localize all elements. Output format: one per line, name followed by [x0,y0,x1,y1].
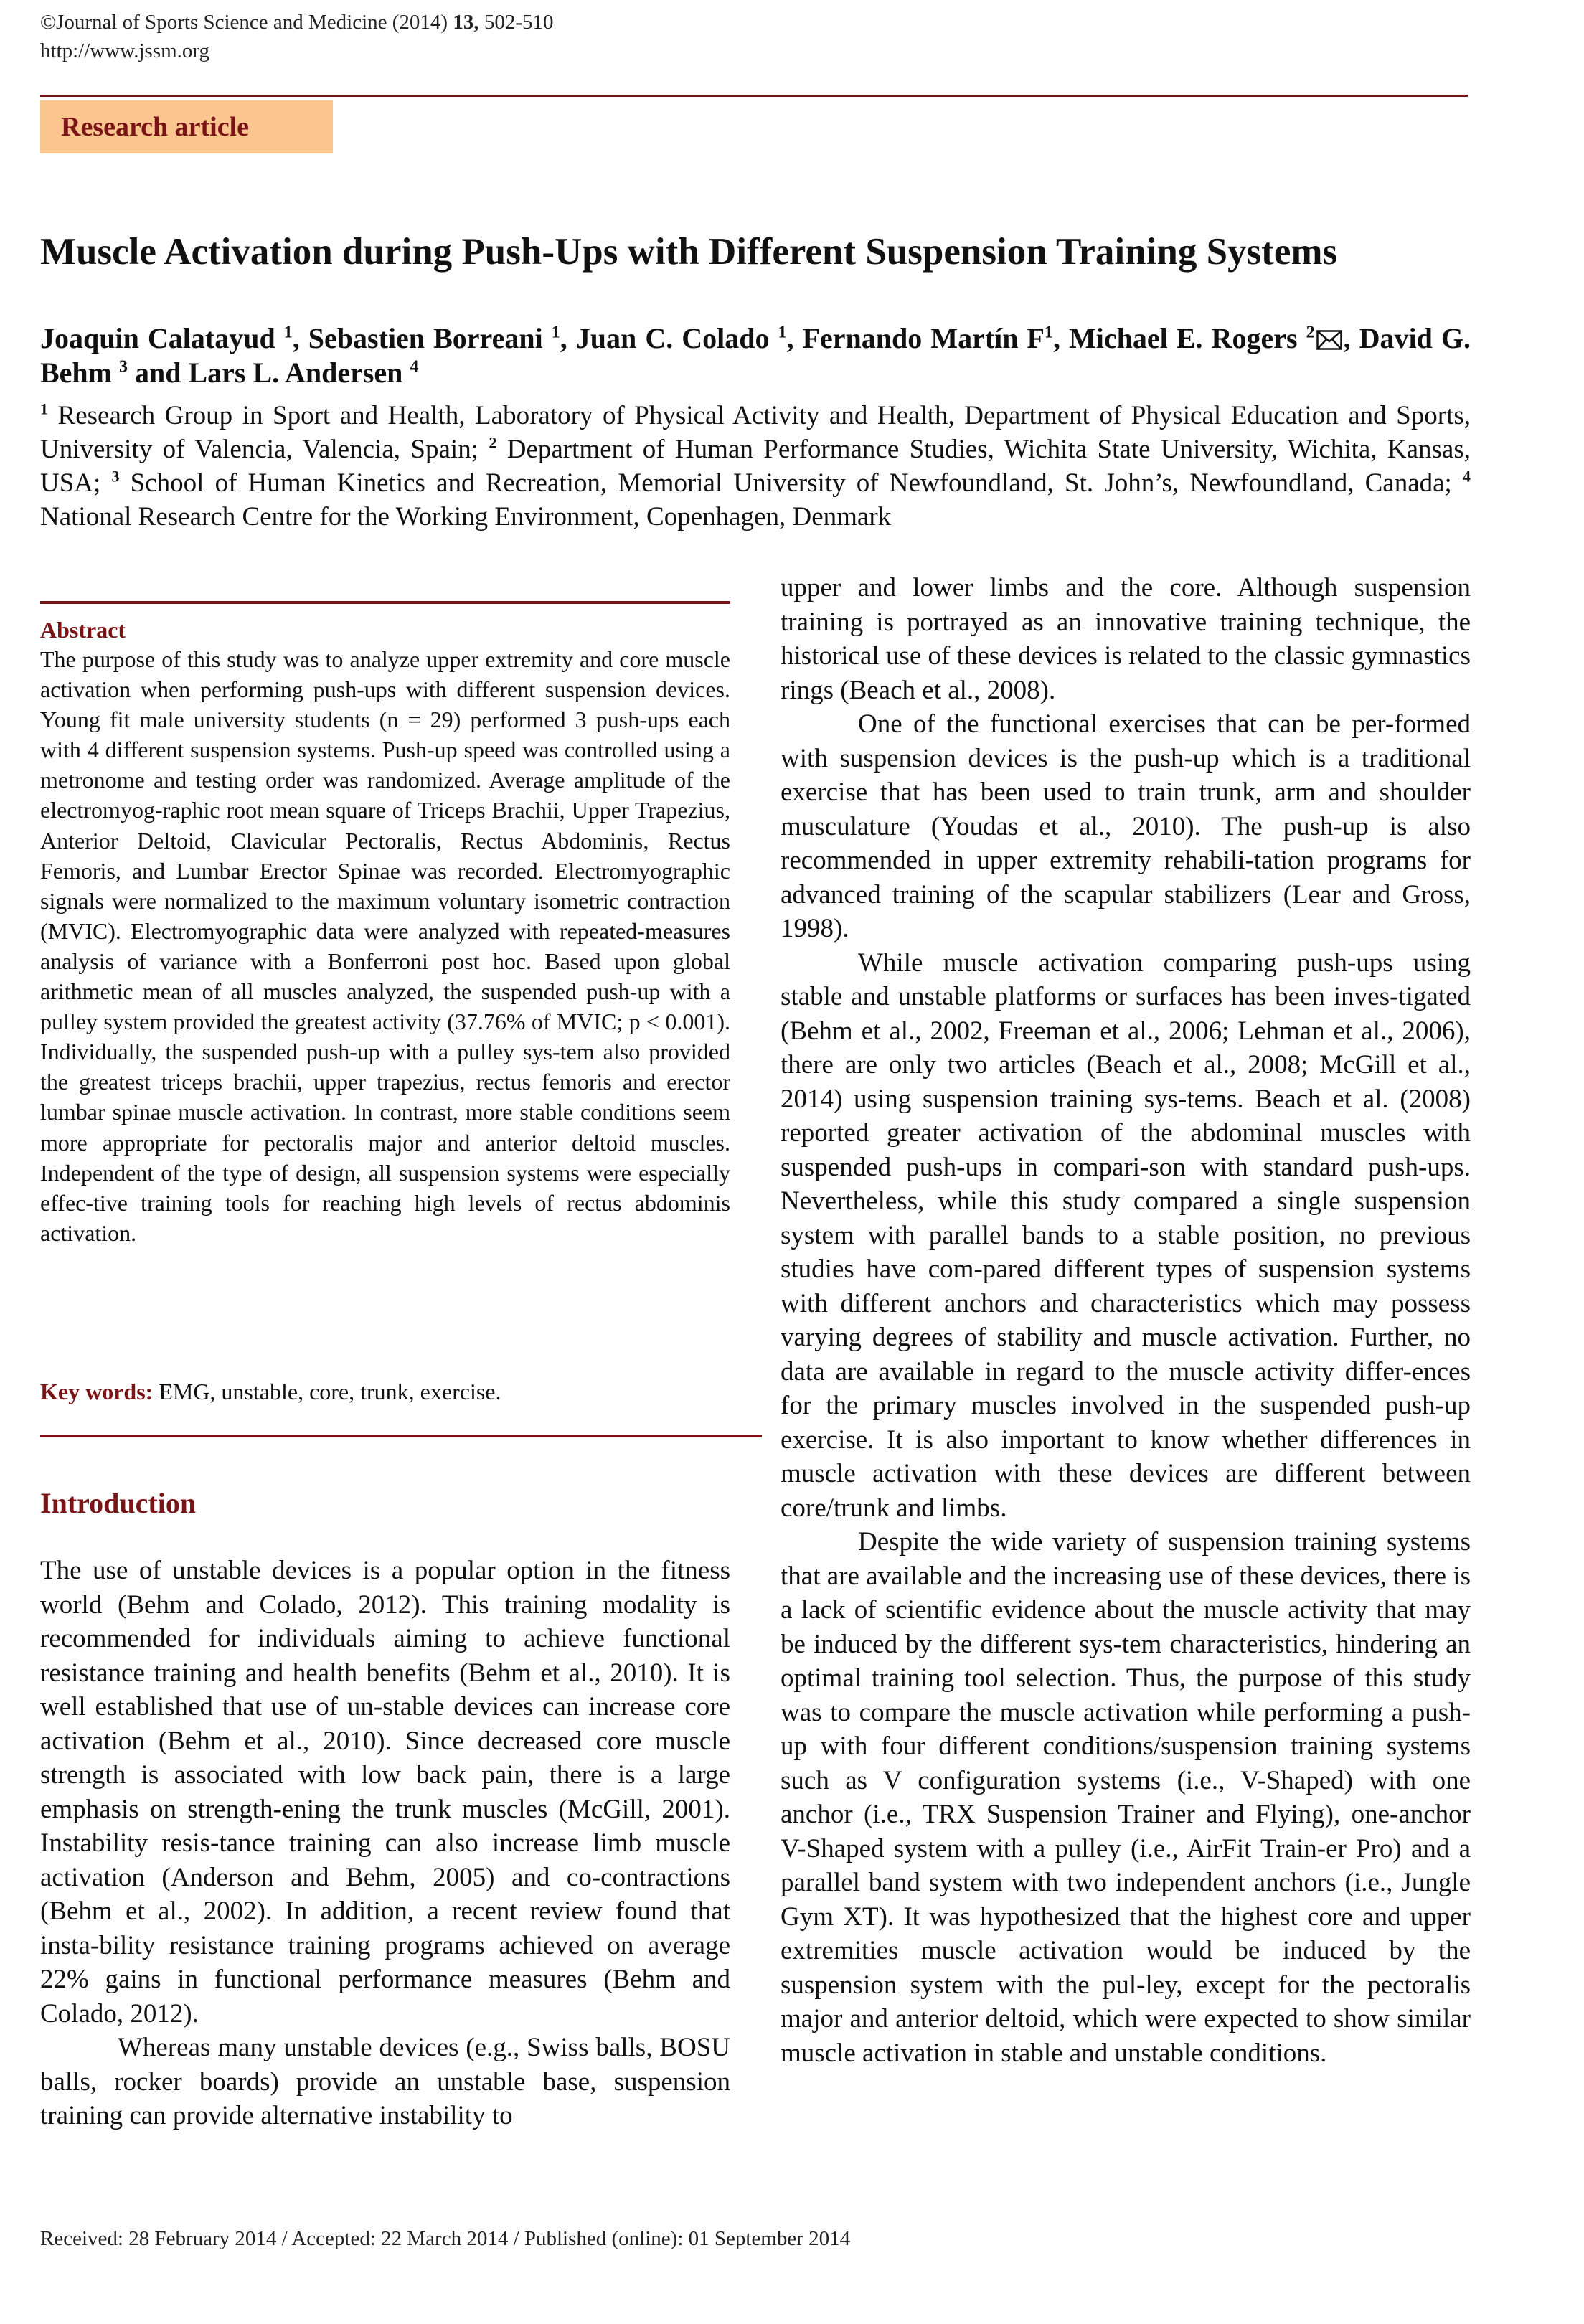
author-name: , Juan C. Colado [560,322,778,354]
author-affil-ref: 1 [283,323,293,342]
author-name: Joaquin Calatayud [40,322,284,354]
paragraph: One of the functional exercises that can be per-formed with suspension devices is the push-up which is a traditional exercise that has been used to train trunk, arm and shoulder musculature (Youdas et al., 2010). The push-up is also recommended in upper extremity rehabili-tation programs for advanced training of the scapular stabilizers (Lear and Gross, 1998). [781,709,1471,943]
paragraph: upper and lower limbs and the core. Although suspension training is portrayed as an innovative training technique, the historical use of these devices is related to the classic gymnastics rings (Beach et al., 2008). [781,573,1471,705]
author-name: , David G. Behm [40,322,1471,389]
journal-citation [40,10,554,34]
paragraph: While muscle activation comparing push-ups using stable and unstable platforms or surfaces has been inves-tigated (Behm et al., 2002, Freeman et al., 2006; Lehman et al., 2006), there are only two articles (Beach et al., 2008; McGill et al., 2014) using suspension training sys-tems. Beach et al. (2008) reported greater activation of the abdominal muscles with suspended push-ups in compari-son with standard push-ups. Nevertheless, while this study compared a single suspension system with parallel bands to a stable position, no previous studies have com-pared different types of suspension systems with different anchors and characteristics which may possess varying degrees of stability and muscle activation. Further, no data are available in regard to the muscle activity differ-ences for the primary muscles involved in the suspended push-up exercise. It is also important to know whether differences in muscle activation with these devices are different between core/trunk and limbs. [781,948,1471,1523]
affil-number: 3 [111,467,120,486]
affil-number: 1 [40,400,48,418]
abstract-bottom-rule [40,1435,762,1437]
author-name: , Fernando Martín F [786,322,1045,354]
article-type-badge: Research article [40,100,333,153]
author-name: , Sebastien Borreani [292,322,552,354]
author-affil-ref: 1 [1045,323,1053,342]
publication-dates: Received: 28 February 2014 / Accepted: 22 March 2014 / Published (online): 01 September 2014 [40,2227,851,2250]
author-affil-ref: 1 [778,323,787,342]
keywords-text: EMG, unstable, core, trunk, exercise. [153,1379,501,1404]
abstract-top-rule [40,601,730,604]
author-name: , Michael E. Rogers [1053,322,1306,354]
abstract-heading: Abstract [40,617,126,643]
author-name: and Lars L. Andersen [128,356,410,389]
journal-url[interactable]: http://www.jssm.org [40,39,210,62]
keywords-label: Key words: [40,1379,154,1404]
affil-text: National Research Centre for the Working Environment, Copenhagen, Denmark [40,502,892,532]
author-affil-ref: 2 [1306,323,1315,342]
abstract-text: The purpose of this study was to analyze upper extremity and core muscle activation when performing push-ups with different suspension devices. Young fit male university students (n = 29) performed 3 push-ups each with 4 different suspension systems. Push-up speed was controlled using a metronome and testing order was randomized. Average amplitude of the electromyog-raphic root mean square of Triceps Brachii, Upper Trapezius, Anterior Deltoid, Clavicular Pectoralis, Rectus Abdominis, Rectus Femoris, and Lumbar Erector Spinae was recorded. Electromyographic signals were normalized to the maximum voluntary isometric contraction (MVIC). Electromyographic data were analyzed with repeated-measures analysis of variance with a Bonferroni post hoc. Based upon global arithmetic mean of all muscles analyzed, the suspended push-up with a pulley system provided the greatest activity (37.76% of MVIC; p < 0.001). Individually, the suspended push-up with a pulley sys-tem also provided the greatest triceps brachii, upper trapezius, rectus femoris and erector lumbar spinae muscle activation. In contrast, more stable conditions seem more appropriate for pectoralis major and anterior deltoid muscles. Independent of the type of design, all suspension systems were especially effec-tive training tools for reaching high levels of rectus abdominis activation. [40,646,730,1246]
header-divider [40,95,1468,97]
journal-pages: 502-510 [478,11,554,34]
intro-right-column [781,571,1471,2070]
affil-text: Research Group in Sport and Health, Laboratory of Physical Activity and Health, Department of Physical Education and Sports, University of Valencia, Valencia, Spain; [40,401,1471,464]
author-affil-ref: 4 [410,357,419,377]
affiliations [40,399,1471,534]
author-affil-ref: 1 [551,323,560,342]
keywords [40,1377,730,1406]
affil-number: 2 [489,433,497,452]
affil-number: 4 [1463,467,1471,486]
introduction-heading: Introduction [40,1487,197,1519]
author-list [40,321,1471,390]
journal-volume: 13, [453,11,479,34]
intro-left-column [40,1554,730,2133]
article-title: Muscle Activation during Push-Ups with Different Suspension Training Systems [40,231,1338,273]
paragraph: Despite the wide variety of suspension training systems that are available and the increasing use of these devices, there is a lack of scientific evidence about the muscle activity that may be induced by the different sys-tem characteristics, hindering an optimal training tool selection. Thus, the purpose of this study was to compare the muscle activation while performing a push-up with four different conditions/suspension training systems such as V configuration systems (i.e., V-Shaped) with one anchor (i.e., TRX Suspension Trainer and Flying), one-anchor V-Shaped system with a pulley (i.e., AirFit Train-er Pro) and a parallel band system with two independent anchors (i.e., Jungle Gym XT). It was hypothesized that the highest core and upper extremities muscle activation would be induced by the suspension system with the pul-ley, except for the pectoralis major and anterior deltoid, which were expected to show similar muscle activation in stable and unstable conditions. [781,1527,1471,2068]
paragraph: Whereas many unstable devices (e.g., Swiss balls, BOSU balls, rocker boards) provide an unstable base, suspension training can provide alternative instability to [40,2033,730,2130]
affil-text: Department of Human Performance Studies, Wichita State University, Wichita, Kansas, USA; [40,435,1471,498]
envelope-icon[interactable] [1316,330,1342,350]
author-affil-ref: 3 [119,357,128,377]
affil-text: School of Human Kinetics and Recreation, Memorial University of Newfoundland, St. John’s, Newfoundland, Canada; [119,468,1463,498]
paragraph: The use of unstable devices is a popular option in the fitness world (Behm and Colado, 2012). This training modality is recommended for individuals aiming to achieve functional resistance training and health benefits (Behm et al., 2010). It is well established that use of un-stable devices can increase core activation (Behm et al., 2010). Since decreased core muscle strength is associated with low back pain, there is a large emphasis on strength-ening the trunk muscles (McGill, 2001). Instability resis-tance training can also increase limb muscle activation (Anderson and Behm, 2005) and co-contractions (Behm et al., 2002). In addition, a recent review found that insta-bility resistance training programs achieved on average 22% gains in functional performance measures (Behm and Colado, 2012). [40,1556,730,2028]
journal-prefix: ©Journal of Sports Science and Medicine (2014) [40,11,453,34]
